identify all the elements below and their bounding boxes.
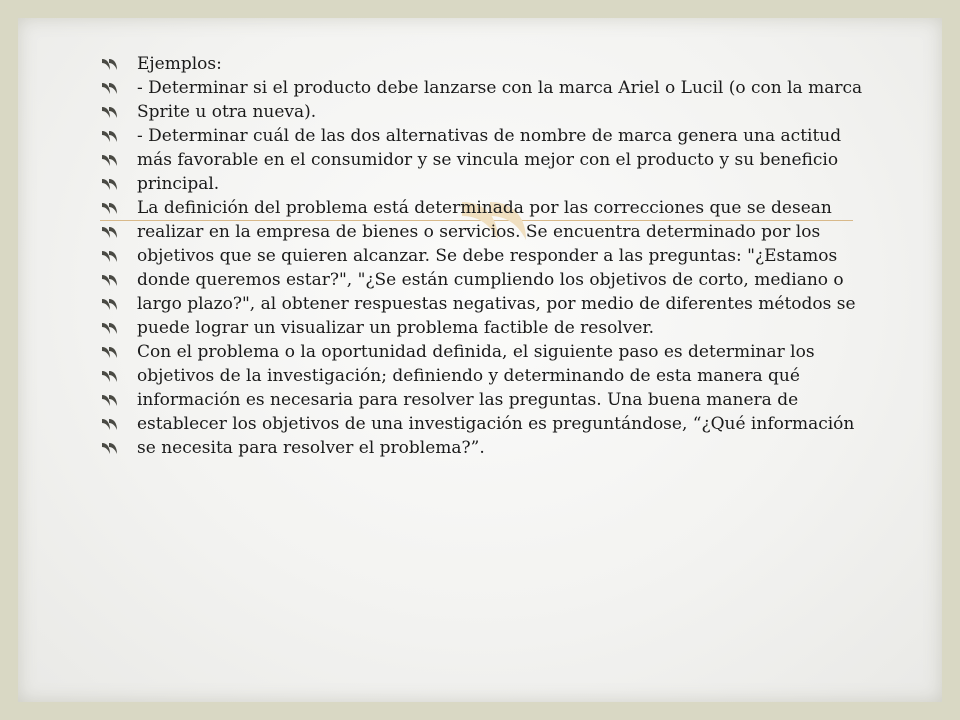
bullet-item (101, 175, 901, 193)
bullet-text: donde queremos estar?", "¿Se están cumpliendo los objetivos de corto, mediano o (137, 270, 844, 290)
bullet-text: se necesita para resolver el problema?”. (137, 438, 485, 458)
bullet-item (101, 343, 901, 361)
bullet-item (101, 103, 901, 121)
bullet-text: Sprite u otra nueva). (137, 102, 317, 122)
bullet-text: establecer los objetivos de una investigación es preguntándose, “¿Qué información (137, 414, 855, 434)
bullet-text: realizar en la empresa de bienes o servicios. Se encuentra determinado por los (137, 222, 821, 242)
double-curve-bullet-icon (101, 226, 121, 239)
bullet-item (101, 223, 901, 241)
bullet-text: más favorable en el consumidor y se vincula mejor con el producto y su beneficio (137, 150, 839, 170)
double-curve-bullet-icon (101, 298, 121, 311)
bullet-text: - Determinar cuál de las dos alternativas de nombre de marca genera una actitud (137, 126, 842, 146)
bullet-item (101, 415, 901, 433)
bullet-text: información es necesaria para resolver las preguntas. Una buena manera de (137, 390, 799, 410)
double-curve-bullet-icon (101, 202, 121, 215)
double-curve-bullet-icon (101, 58, 121, 71)
double-curve-bullet-icon (101, 346, 121, 359)
bullet-text: La definición del problema está determinada por las correcciones que se desean (137, 198, 832, 218)
double-curve-bullet-icon (101, 322, 121, 335)
double-curve-bullet-icon (101, 154, 121, 167)
slide-background (18, 18, 942, 702)
bullet-item (101, 79, 901, 97)
bullet-text: objetivos de la investigación; definiendo y determinando de esta manera qué (137, 366, 800, 386)
double-curve-bullet-icon (101, 394, 121, 407)
bullet-item (101, 391, 901, 409)
bullet-item (101, 247, 901, 265)
bullet-text: puede lograr un visualizar un problema factible de resolver. (137, 318, 655, 338)
bullet-item (101, 55, 901, 73)
bullet-list (101, 55, 901, 463)
bullet-text: Ejemplos: (137, 54, 222, 74)
bullet-item (101, 127, 901, 145)
bullet-item (101, 319, 901, 337)
bullet-text: largo plazo?", al obtener respuestas negativas, por medio de diferentes métodos se (137, 294, 856, 314)
double-curve-bullet-icon (101, 418, 121, 431)
bullet-item (101, 295, 901, 313)
double-curve-bullet-icon (101, 130, 121, 143)
double-curve-bullet-icon (101, 250, 121, 263)
bullet-item (101, 271, 901, 289)
bullet-item (101, 439, 901, 457)
double-curve-bullet-icon (101, 274, 121, 287)
bullet-item (101, 151, 901, 169)
bullet-text: - Determinar si el producto debe lanzarse con la marca Ariel o Lucil (o con la marca (137, 78, 863, 98)
bullet-item (101, 367, 901, 385)
bullet-text: objetivos que se quieren alcanzar. Se debe responder a las preguntas: "¿Estamos (137, 246, 838, 266)
double-curve-bullet-icon (101, 370, 121, 383)
bullet-item (101, 199, 901, 217)
double-curve-bullet-icon (101, 178, 121, 191)
bullet-text: principal. (137, 174, 220, 194)
double-curve-bullet-icon (101, 106, 121, 119)
bullet-text: Con el problema o la oportunidad definida, el siguiente paso es determinar los (137, 342, 815, 362)
double-curve-bullet-icon (101, 442, 121, 455)
double-curve-bullet-icon (101, 82, 121, 95)
